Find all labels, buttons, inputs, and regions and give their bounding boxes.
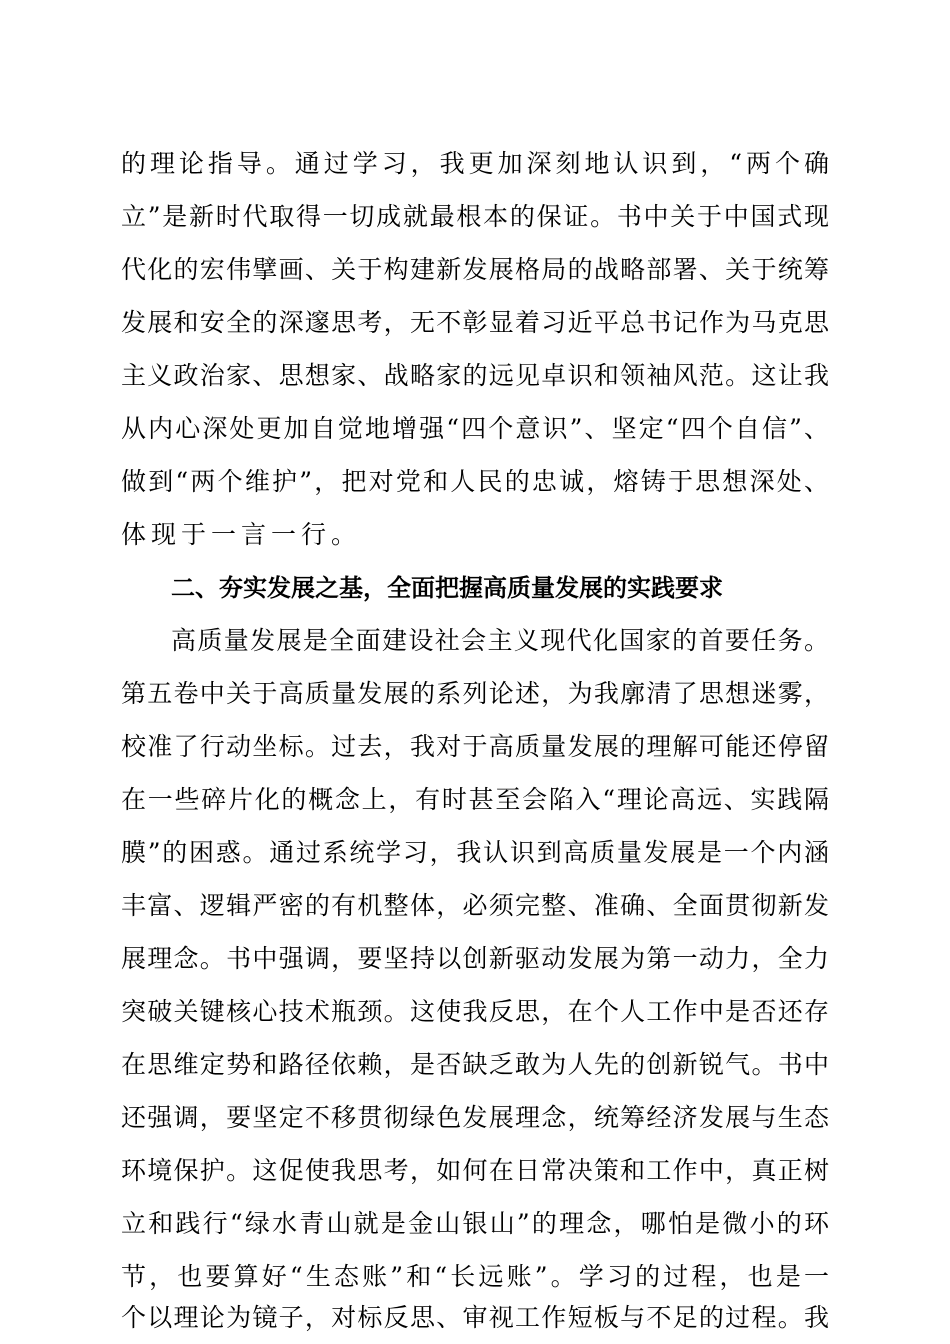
paragraph-line: 在一些碎片化的概念上，有时甚至会陷入“理论高远、实践隔 [121,785,829,814]
paragraph-line: 丰富、逻辑严密的有机整体，必须完整、准确、全面贯彻新发 [121,891,829,920]
paragraph-line: 从内心深处更加自觉地增强“四个意识”、坚定“四个自信”、 [121,414,829,443]
paragraph-line: 个以理论为镜子，对标反思、审视工作短板与不足的过程。我 [121,1303,829,1332]
paragraph-line: 在思维定势和路径依赖，是否缺乏敢为人先的创新锐气。书中 [121,1050,829,1079]
paragraph-line: 的理论指导。通过学习，我更加深刻地认识到，“两个确 [121,149,829,178]
paragraph-line: 做到“两个维护”，把对党和人民的忠诚，熔铸于思想深处、 [121,467,829,496]
paragraph-line: 体现于一言一行。 [121,520,362,549]
paragraph-line: 第五卷中关于高质量发展的系列论述，为我廓清了思想迷雾， [121,679,829,708]
paragraph-line: 代化的宏伟擘画、关于构建新发展格局的战略部署、关于统筹 [121,255,829,284]
paragraph-line: 环境保护。这促使我思考，如何在日常决策和工作中，真正树 [121,1156,829,1185]
paragraph-line: 展理念。书中强调，要坚持以创新驱动发展为第一动力，全力 [121,944,829,973]
paragraph-line: 立”是新时代取得一切成就最根本的保证。书中关于中国式现 [121,202,829,231]
section-heading: 二、夯实发展之基，全面把握高质量发展的实践要求 [171,574,723,602]
paragraph-line: 突破关键核心技术瓶颈。这使我反思，在个人工作中是否还存 [121,997,829,1026]
paragraph-line: 节，也要算好“生态账”和“长远账”。学习的过程，也是一 [121,1262,829,1291]
paragraph-line: 还强调，要坚定不移贯彻绿色发展理念，统筹经济发展与生态 [121,1103,829,1132]
paragraph-line: 立和践行“绿水青山就是金山银山”的理念，哪怕是微小的环 [121,1209,829,1238]
paragraph-line: 膜”的困惑。通过系统学习，我认识到高质量发展是一个内涵 [121,838,829,867]
paragraph-line: 主义政治家、思想家、战略家的远见卓识和领袖风范。这让我 [121,361,829,390]
paragraph-line: 发展和安全的深邃思考，无不彰显着习近平总书记作为马克思 [121,308,829,337]
paragraph-line: 校准了行动坐标。过去，我对于高质量发展的理解可能还停留 [121,732,829,761]
paragraph-line: 高质量发展是全面建设社会主义现代化国家的首要任务。 [171,626,829,655]
